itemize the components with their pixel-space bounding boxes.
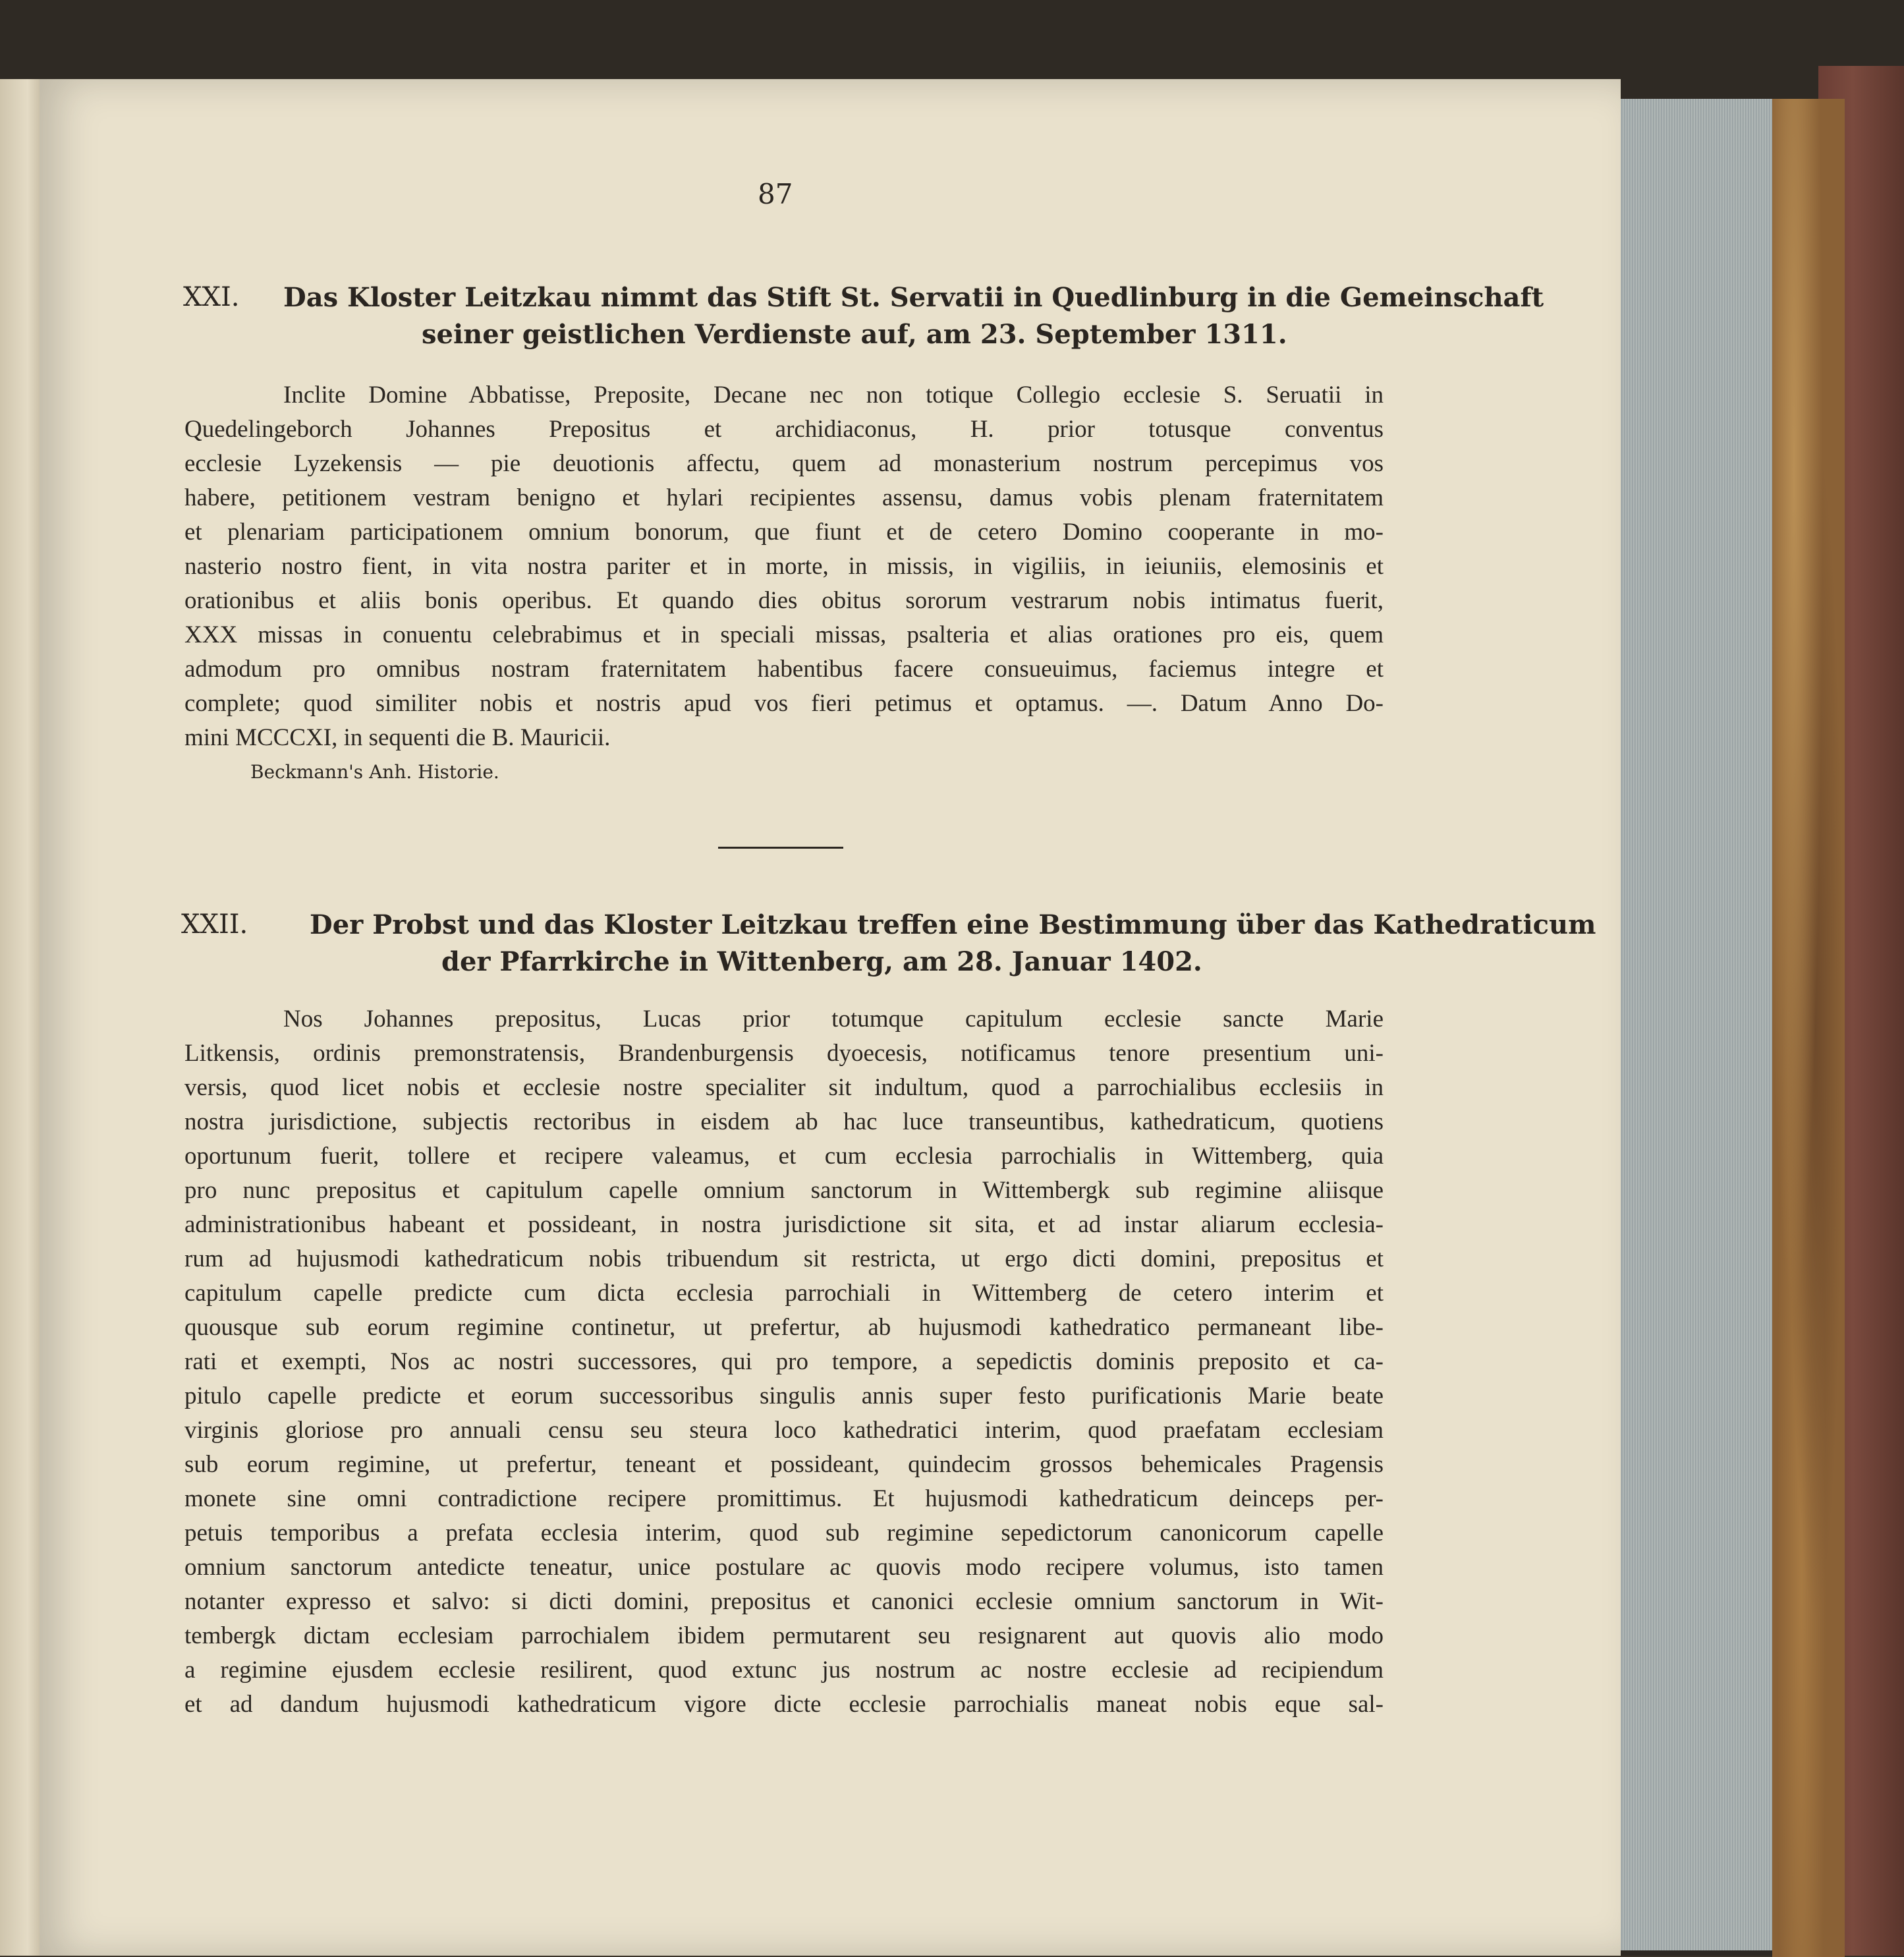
text-line: oportunum fuerit, tollere et recipere valeamus, et cum ecclesia parrochialis in Wittemberg, quia <box>184 1143 1384 1170</box>
text-line: rati et exempti, Nos ac nostri successores, qui pro tempore, a sepedictis dominis preposito et ca- <box>184 1348 1384 1375</box>
text-line: complete; quod similiter nobis et nostris apud vos fieri petimus et optamus. —. Datum Anno Do- <box>184 690 1384 717</box>
section-number: XXI. <box>183 282 240 312</box>
section-divider <box>718 847 843 849</box>
marbled-endpaper <box>1772 99 1845 1957</box>
text-line: ecclesie Lyzekensis — pie deuotionis affectu, quem ad monasterium nostrum percepimus vos <box>184 450 1384 477</box>
text-line: Inclite Domine Abbatisse, Preposite, Decane nec non totique Collegio ecclesie S. Seruatii in <box>283 382 1384 409</box>
text-line: XXX missas in conuentu celebrabimus et in speciali missas, psalteria et alias orationes pro eis, quem <box>184 621 1384 648</box>
text-line: rum ad hujusmodi kathedraticum nobis tribuendum sit restricta, ut ergo dicti domini, prepositus et <box>184 1245 1384 1272</box>
text-line: Nos Johannes prepositus, Lucas prior totumque capitulum ecclesie sancte Marie <box>283 1006 1384 1033</box>
text-line: pro nunc prepositus et capitulum capelle omnium sanctorum in Wittembergk sub regimine aliisque <box>184 1177 1384 1204</box>
text-line: a regimine ejusdem ecclesie resilirent, quod extunc jus nostrum ac nostre ecclesie ad recipiendum <box>184 1657 1384 1684</box>
text-line: petuis temporibus a prefata ecclesia interim, quod sub regimine sepedictorum canonicorum capelle <box>184 1519 1384 1546</box>
text-line: capitulum capelle predicte cum dicta ecclesia parrochiali in Wittemberg de cetero interim et <box>184 1280 1384 1307</box>
section-title: Das Kloster Leitzkau nimmt das Stift St. Servatii in Quedlinburg in die Gemeinschaft <box>283 282 1544 313</box>
page-edges <box>1614 99 1772 1950</box>
text-line: tembergk dictam ecclesiam parrochialem ibidem permutarent seu resignarent aut quovis alio modo <box>184 1622 1384 1649</box>
text-line: versis, quod licet nobis et ecclesie nostre specialiter sit indultum, quod a parrochialibus ecclesiis in <box>184 1074 1384 1101</box>
text-line: administrationibus habeant et possideant, in nostra jurisdictione sit sita, et ad instar aliarum ecclesia- <box>184 1211 1384 1238</box>
text-line: Quedelingeborch Johannes Prepositus et archidiaconus, H. prior totusque conventus <box>184 416 1384 443</box>
text-line: et plenariam participationem omnium bonorum, que fiunt et de cetero Domino cooperante in mo- <box>184 519 1384 546</box>
text-line: omnium sanctorum antedicte teneatur, unice postulare ac quovis modo recipere volumus, isto tamen <box>184 1554 1384 1581</box>
text-line: habere, petitionem vestram benigno et hylari recipientes assensu, damus vobis plenam fraternitatem <box>184 484 1384 511</box>
text-line: notanter expresso et salvo: si dicti domini, prepositus et canonici ecclesie omnium sanctorum in Wit- <box>184 1588 1384 1615</box>
section-title: Der Probst und das Kloster Leitzkau treffen eine Bestimmung über das Kathedraticum <box>310 909 1596 940</box>
section-title: seiner geistlichen Verdienste auf, am 23. September 1311. <box>422 319 1287 350</box>
text-line: quousque sub eorum regimine continetur, ut prefertur, ab hujusmodi kathedratico permaneant libe- <box>184 1314 1384 1341</box>
text-line: mini MCCCXI, in sequenti die B. Mauricii. <box>184 724 611 751</box>
text-line: nasterio nostro fient, in vita nostra pariter et in morte, in missis, in vigiliis, in ieiuniis, elemosinis et <box>184 553 1384 580</box>
source-citation: Beckmann's Anh. Historie. <box>250 761 499 783</box>
text-line: Litkensis, ordinis premonstratensis, Brandenburgensis dyoecesis, notificamus tenore presentium uni- <box>184 1040 1384 1067</box>
text-line: virginis gloriose pro annuali censu seu steura loco kathedratici interim, quod praefatam ecclesiam <box>184 1417 1384 1444</box>
text-line: admodum pro omnibus nostram fraternitatem habentibus facere consueuimus, faciemus integre et <box>184 656 1384 683</box>
text-line: monete sine omni contradictione recipere promittimus. Et hujusmodi kathedraticum deinceps per- <box>184 1485 1384 1512</box>
text-line: nostra jurisdictione, subjectis rectoribus in eisdem ab hac luce transeuntibus, kathedraticum, quotiens <box>184 1108 1384 1135</box>
section-number: XXII. <box>181 909 248 940</box>
text-line: orationibus et aliis bonis operibus. Et quando dies obitus sororum vestrarum nobis intimatus fuerit, <box>184 587 1384 614</box>
text-line: pitulo capelle predicte et eorum successoribus singulis annis super festo purificationis Marie beate <box>184 1382 1384 1409</box>
text-line: sub eorum regimine, ut prefertur, teneant et possideant, quindecim grossos behemicales Pragensis <box>184 1451 1384 1478</box>
page-number: 87 <box>758 178 793 210</box>
section-title: der Pfarrkirche in Wittenberg, am 28. Januar 1402. <box>441 946 1202 977</box>
text-line: et ad dandum hujusmodi kathedraticum vigore dicte ecclesie parrochialis maneat nobis eque sal- <box>184 1691 1384 1718</box>
